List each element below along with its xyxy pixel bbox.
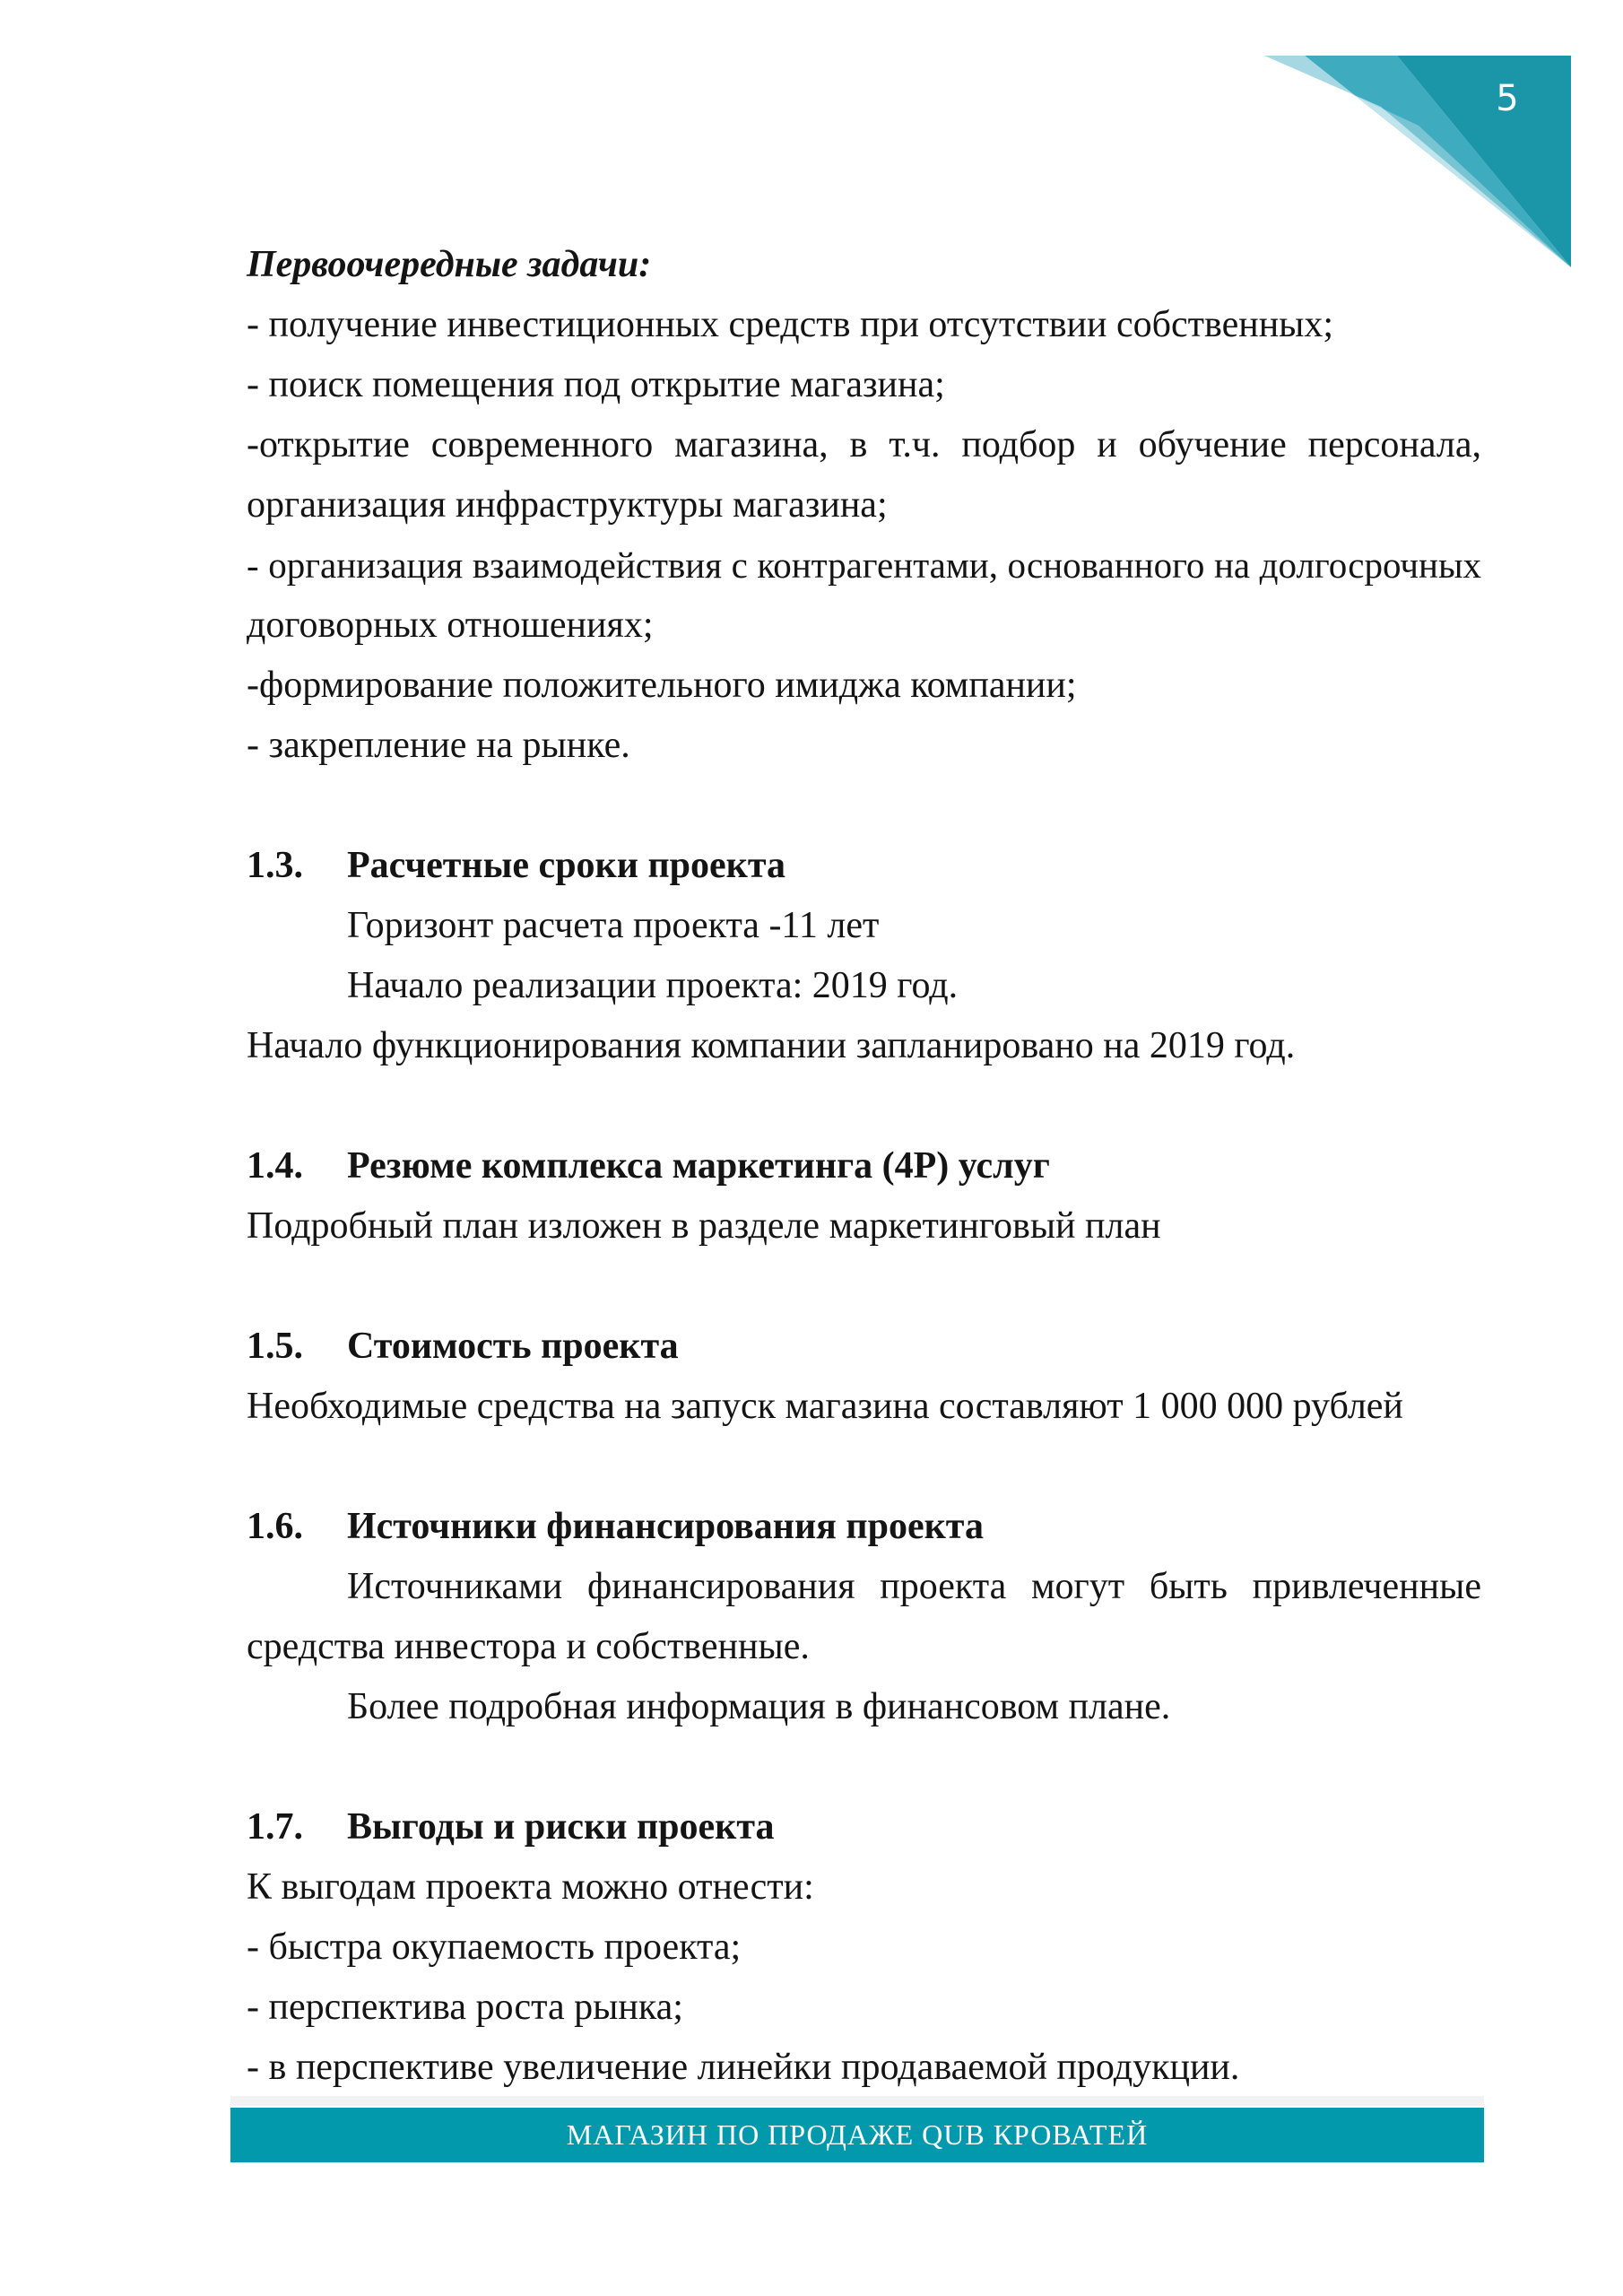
section-heading [247, 1797, 1481, 1857]
section-number: 1.7. [247, 1806, 303, 1848]
text-line: Горизонт расчета проекта -11 лет [347, 905, 880, 946]
section-title: Источники финансирования проекта [347, 1506, 984, 1547]
text-line: организация инфраструктуры магазина; [247, 484, 888, 526]
blank-line [247, 1257, 1481, 1317]
blank-line [247, 776, 1481, 836]
section-number: 1.6. [247, 1506, 303, 1547]
page-number: 5 [1496, 78, 1519, 119]
footer-banner [230, 2108, 1484, 2162]
text-line: Более подробная информация в финансовом плане. [347, 1686, 1171, 1727]
text-line: - получение инвестиционных средств при отсутствии собственных; [247, 304, 1334, 345]
blank-line [247, 1076, 1481, 1136]
section-number: 1.3. [247, 845, 303, 886]
document-body [247, 235, 1481, 2098]
text-line: средства инвестора и собственные. [247, 1626, 810, 1667]
section-heading [247, 1136, 1481, 1196]
text-line: - закрепление на рынке. [247, 725, 630, 766]
text-line: Начало функционирования компании запланировано на 2019 год. [247, 1025, 1296, 1066]
text-line: Начало реализации проекта: 2019 год. [347, 965, 959, 1006]
section-title: Расчетные сроки проекта [347, 845, 785, 886]
text-line: -открытие современного магазина, в т.ч. подбор и обучение персонала, [247, 424, 1481, 465]
section-heading [247, 1317, 1481, 1377]
section-heading [247, 836, 1481, 896]
text-line: - в перспективе увеличение линейки продаваемой продукции. [247, 2047, 1240, 2088]
text-line: Подробный план изложен в разделе маркетинговый план [247, 1205, 1161, 1247]
section-title: Резюме комплекса маркетинга (4P) услуг [347, 1145, 1050, 1187]
text-line: договорных отношениях; [247, 604, 654, 646]
text-line: -формирование положительного имиджа компании; [247, 665, 1077, 706]
section-title: Выгоды и риски проекта [347, 1806, 775, 1848]
text-line: Источниками финансирования проекта могут быть привлеченные [347, 1566, 1481, 1607]
blank-line [247, 1437, 1481, 1497]
section-number: 1.4. [247, 1145, 303, 1187]
text-line: Необходимые средства на запуск магазина составляют 1 000 000 рублей [247, 1386, 1403, 1427]
text-line: - быстра окупаемость проекта; [247, 1926, 742, 1968]
section-number: 1.5. [247, 1326, 303, 1367]
text-line: - организация взаимодействия с контрагентами, основанного на долгосрочных [247, 544, 1481, 586]
text-line: - перспектива роста рынка; [247, 1987, 683, 2028]
section-title: Стоимость проекта [347, 1326, 679, 1367]
paragraph-title: Первоочередные задачи: [247, 244, 652, 285]
blank-line [247, 1737, 1481, 1797]
footer-shadow-strip [230, 2096, 1484, 2106]
text-line: К выгодам проекта можно отнести: [247, 1866, 814, 1908]
footer-text: МАГАЗИН ПО ПРОДАЖЕ QUB КРОВАТЕЙ [566, 2118, 1149, 2151]
section-heading [247, 1497, 1481, 1557]
text-line: - поиск помещения под открытие магазина; [247, 364, 945, 405]
